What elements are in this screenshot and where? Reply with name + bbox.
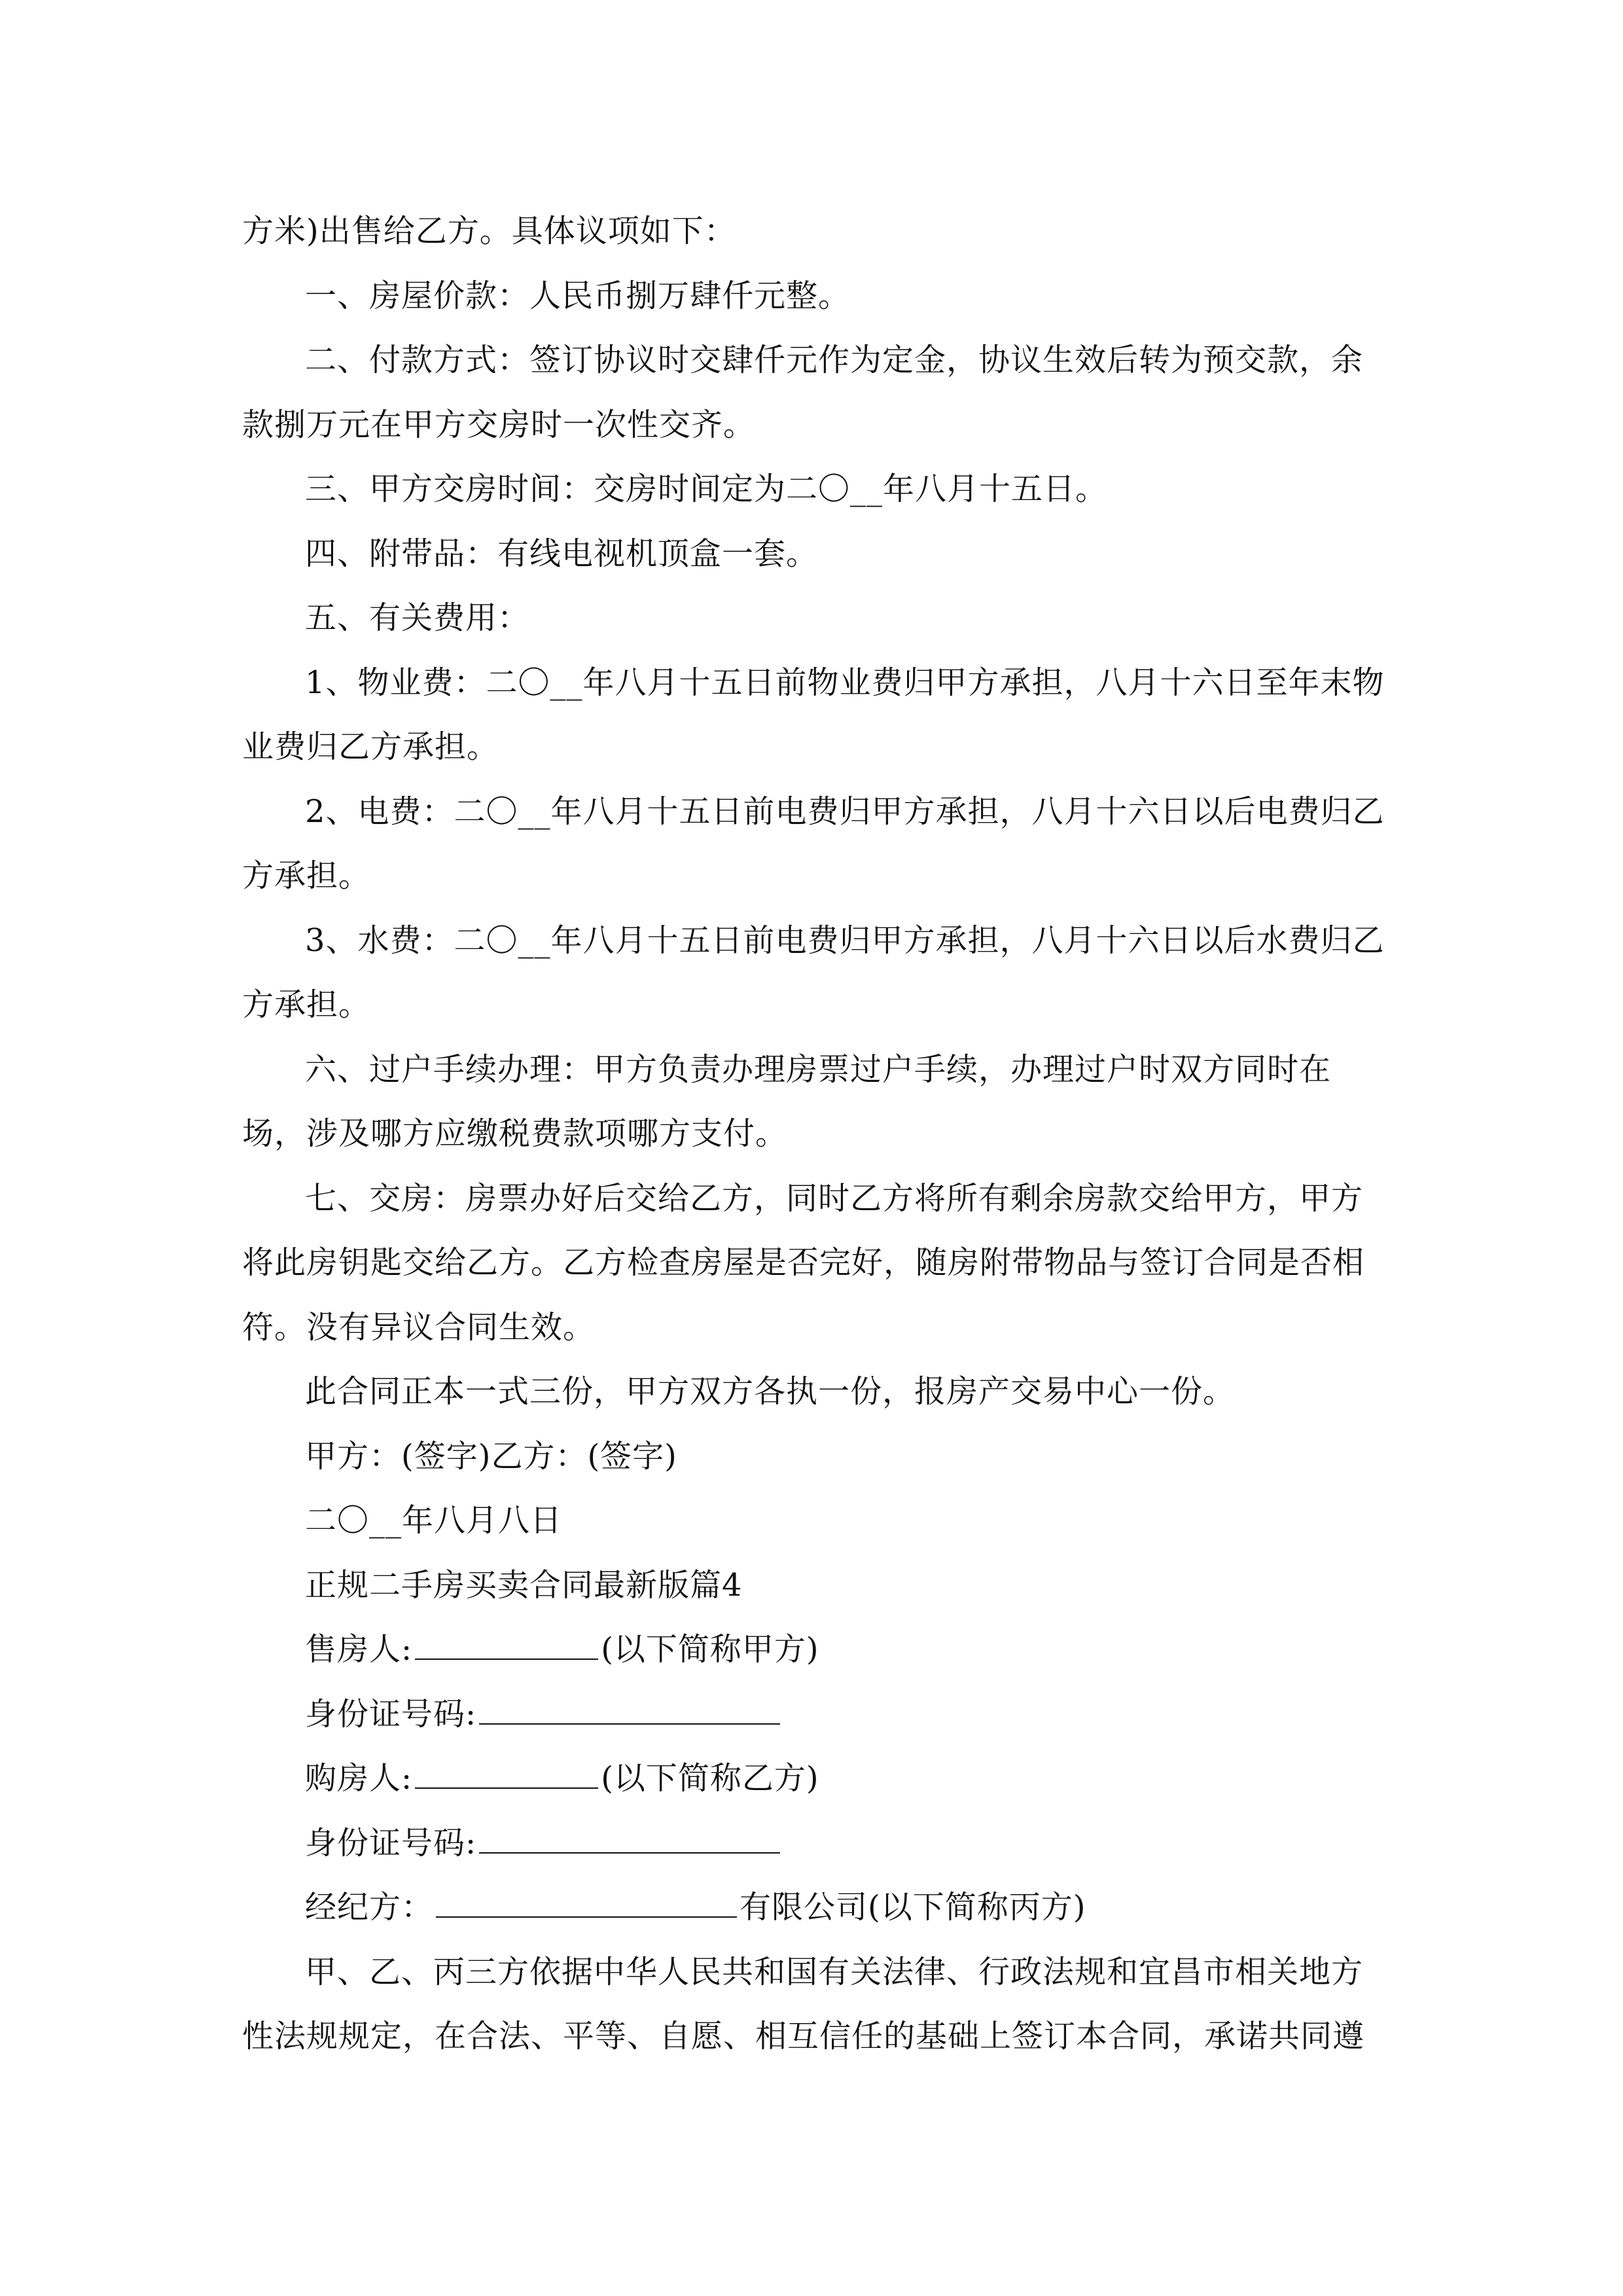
agent-suffix: 有限公司(以下简称丙方) — [740, 1889, 1086, 1926]
buyer-id-blank[interactable] — [479, 1822, 780, 1854]
section-title: 正规二手房买卖合同最新版篇4 — [305, 1566, 743, 1604]
signature-line: 甲方：(签字)乙方：(签字) — [305, 1437, 677, 1475]
seller-id-line — [242, 1682, 1387, 1747]
seller-id-blank[interactable] — [479, 1693, 780, 1725]
document-body — [242, 199, 1387, 2069]
buyer-line — [242, 1746, 1387, 1811]
seller-line — [242, 1617, 1387, 1682]
date-line: 二〇__年八月八日 — [305, 1502, 563, 1539]
clause-transfer: 六、过户手续办理：甲方负责办理房票过户手续，办理过户时双方同时在场，涉及哪方应缴税费款项哪方支付。 — [242, 1050, 1332, 1152]
clause-handover-time: 三、甲方交房时间：交房时间定为二〇__年八月十五日。 — [305, 471, 1108, 507]
seller-suffix: (以下简称甲方) — [601, 1631, 819, 1668]
closing-paragraph: 甲、乙、丙三方依据中华人民共和国有关法律、行政法规和宜昌市相关地方性法规规定，在合法、平等、自愿、相互信任的基础上签订本合同，承诺共同遵 — [242, 1953, 1365, 2054]
buyer-id-line — [242, 1811, 1387, 1876]
buyer-id-label: 身份证号码: — [305, 1824, 477, 1861]
copies-statement: 此合同正本一式三份，甲方双方各执一份，报房产交易中心一份。 — [305, 1373, 1236, 1410]
clause-property-fee: 1、物业费：二〇__年八月十五日前物业费归甲方承担，八月十六日至年末物业费归乙方承担。 — [242, 664, 1385, 765]
agent-line — [242, 1875, 1387, 1940]
agent-name-blank[interactable] — [436, 1886, 737, 1918]
buyer-name-blank[interactable] — [415, 1757, 598, 1789]
clause-payment: 二、付款方式：签订协议时交肆仟元作为定金，协议生效后转为预交款，余款捌万元在甲方交房时一次性交齐。 — [242, 342, 1364, 443]
seller-name-blank[interactable] — [415, 1628, 598, 1660]
clause-price: 一、房屋价款：人民币捌万肆仟元整。 — [305, 277, 851, 314]
clause-fees-heading: 五、有关费用： — [305, 600, 530, 636]
buyer-suffix: (以下简称乙方) — [601, 1760, 819, 1797]
clause-handover: 七、交房：房票办好后交给乙方，同时乙方将所有剩余房款交给甲方，甲方将此房钥匙交给乙方。乙方检查房屋是否完好，随房附带物品与签订合同是否相符。没有异议合同生效。 — [242, 1179, 1365, 1346]
clause-water-fee: 3、水费：二〇__年八月十五日前电费归甲方承担，八月十六日以后水费归乙方承担。 — [242, 922, 1385, 1023]
clause-electricity-fee: 2、电费：二〇__年八月十五日前电费归甲方承担，八月十六日以后电费归乙方承担。 — [242, 793, 1385, 894]
agent-label: 经纪方： — [305, 1889, 434, 1926]
seller-id-label: 身份证号码: — [305, 1695, 477, 1732]
paragraph-intro-continued: 方米)出售给乙方。具体议项如下： — [242, 213, 736, 249]
buyer-label: 购房人: — [305, 1760, 413, 1797]
clause-accessories: 四、附带品：有线电视机顶盒一套。 — [305, 535, 819, 572]
seller-label: 售房人: — [305, 1631, 413, 1668]
